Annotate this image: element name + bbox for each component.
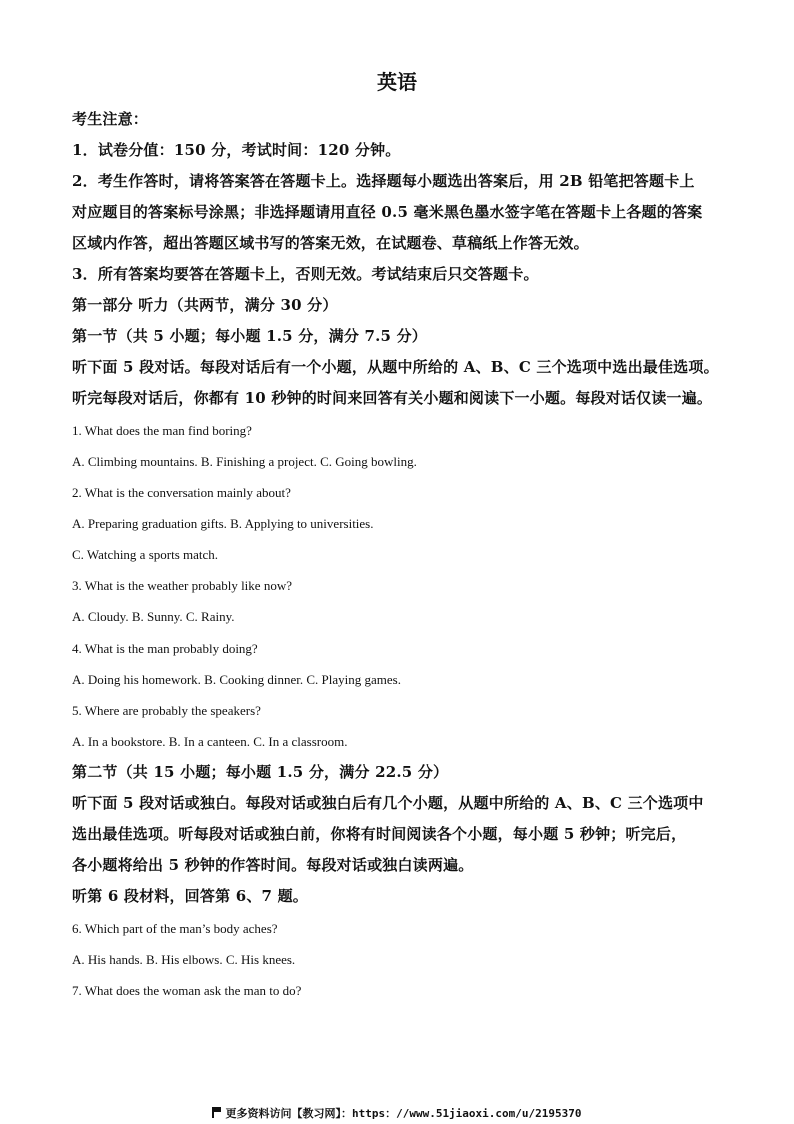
footer-text[interactable]: 更多资料访问【教习网】：https：//www.51jiaoxi.com/u/2195370: [225, 1107, 582, 1120]
section1-heading: 第一节（共 5 小题；每小题 1.5 分，满分 7.5 分）: [72, 327, 427, 345]
question-5-options: A. In a bookstore. B. In a canteen. C. In a classroom.: [72, 734, 348, 749]
section1-instructions-line-1: 听下面 5 段对话。每段对话后有一个小题，从题中所给的 A、B、C 三个选项中选出最佳选项。: [72, 358, 719, 376]
question-3-options: A. Cloudy. B. Sunny. C. Rainy.: [72, 609, 235, 624]
footer-link[interactable]: [0, 1106, 794, 1122]
question-6-options: A. His hands. B. His elbows. C. His knees.: [72, 952, 296, 967]
notice-item-3: 3．所有答案均要答在答题卡上，否则无效。考试结束后只交答题卡。: [72, 265, 539, 283]
question-5: 5. Where are probably the speakers?: [72, 703, 261, 718]
question-6: 6. Which part of the man’s body aches?: [72, 921, 278, 936]
section2-instructions-line-3: 各小题将给出 5 秒钟的作答时间。每段对话或独白读两遍。: [72, 856, 474, 874]
question-4-options: A. Doing his homework. B. Cooking dinner. C. Playing games.: [72, 672, 401, 687]
notice-item-2-line-1: 2．考生作答时，请将答案答在答题卡上。选择题每小题选出答案后，用 2B 铅笔把答题卡上: [72, 172, 695, 190]
question-3: 3. What is the weather probably like now?: [72, 578, 292, 593]
section1-instructions-line-2: 听完每段对话后，你都有 10 秒钟的时间来回答有关小题和阅读下一小题。每段对话仅读一遍。: [72, 389, 713, 407]
question-2-options-line-1: A. Preparing graduation gifts. B. Applying to universities.: [72, 516, 374, 531]
flag-icon: [212, 1107, 221, 1118]
notice-heading: 考生注意：: [72, 110, 149, 128]
notice-item-1: 1．试卷分值：150 分，考试时间：120 分钟。: [72, 141, 401, 159]
part1-heading: 第一部分 听力（共两节，满分 30 分）: [72, 296, 338, 314]
section2-instructions-line-2: 选出最佳选项。听每段对话或独白前，你将有时间阅读各个小题，每小题 5 秒钟；听完后，: [72, 825, 687, 843]
question-1: 1. What does the man find boring?: [72, 423, 252, 438]
section2-instructions-line-1: 听下面 5 段对话或独白。每段对话或独白后有几个小题，从题中所给的 A、B、C 三个选项中: [72, 794, 704, 812]
notice-item-2-line-3: 区域内作答，超出答题区域书写的答案无效，在试题卷、草稿纸上作答无效。: [72, 234, 589, 252]
notice-item-2-line-2: 对应题目的答案标号涂黑；非选择题请用直径 0.5 毫米黑色墨水签字笔在答题卡上各题的答案: [72, 203, 703, 221]
question-7: 7. What does the woman ask the man to do?: [72, 983, 302, 998]
question-4: 4. What is the man probably doing?: [72, 641, 258, 656]
section2-heading: 第二节（共 15 小题；每小题 1.5 分，满分 22.5 分）: [72, 763, 449, 781]
question-2-options-line-2: C. Watching a sports match.: [72, 547, 219, 562]
material-6-heading: 听第 6 段材料，回答第 6、7 题。: [72, 887, 309, 905]
document-title: 英语: [377, 70, 417, 94]
question-2: 2. What is the conversation mainly about?: [72, 485, 291, 500]
question-1-options: A. Climbing mountains. B. Finishing a project. C. Going bowling.: [72, 454, 417, 469]
